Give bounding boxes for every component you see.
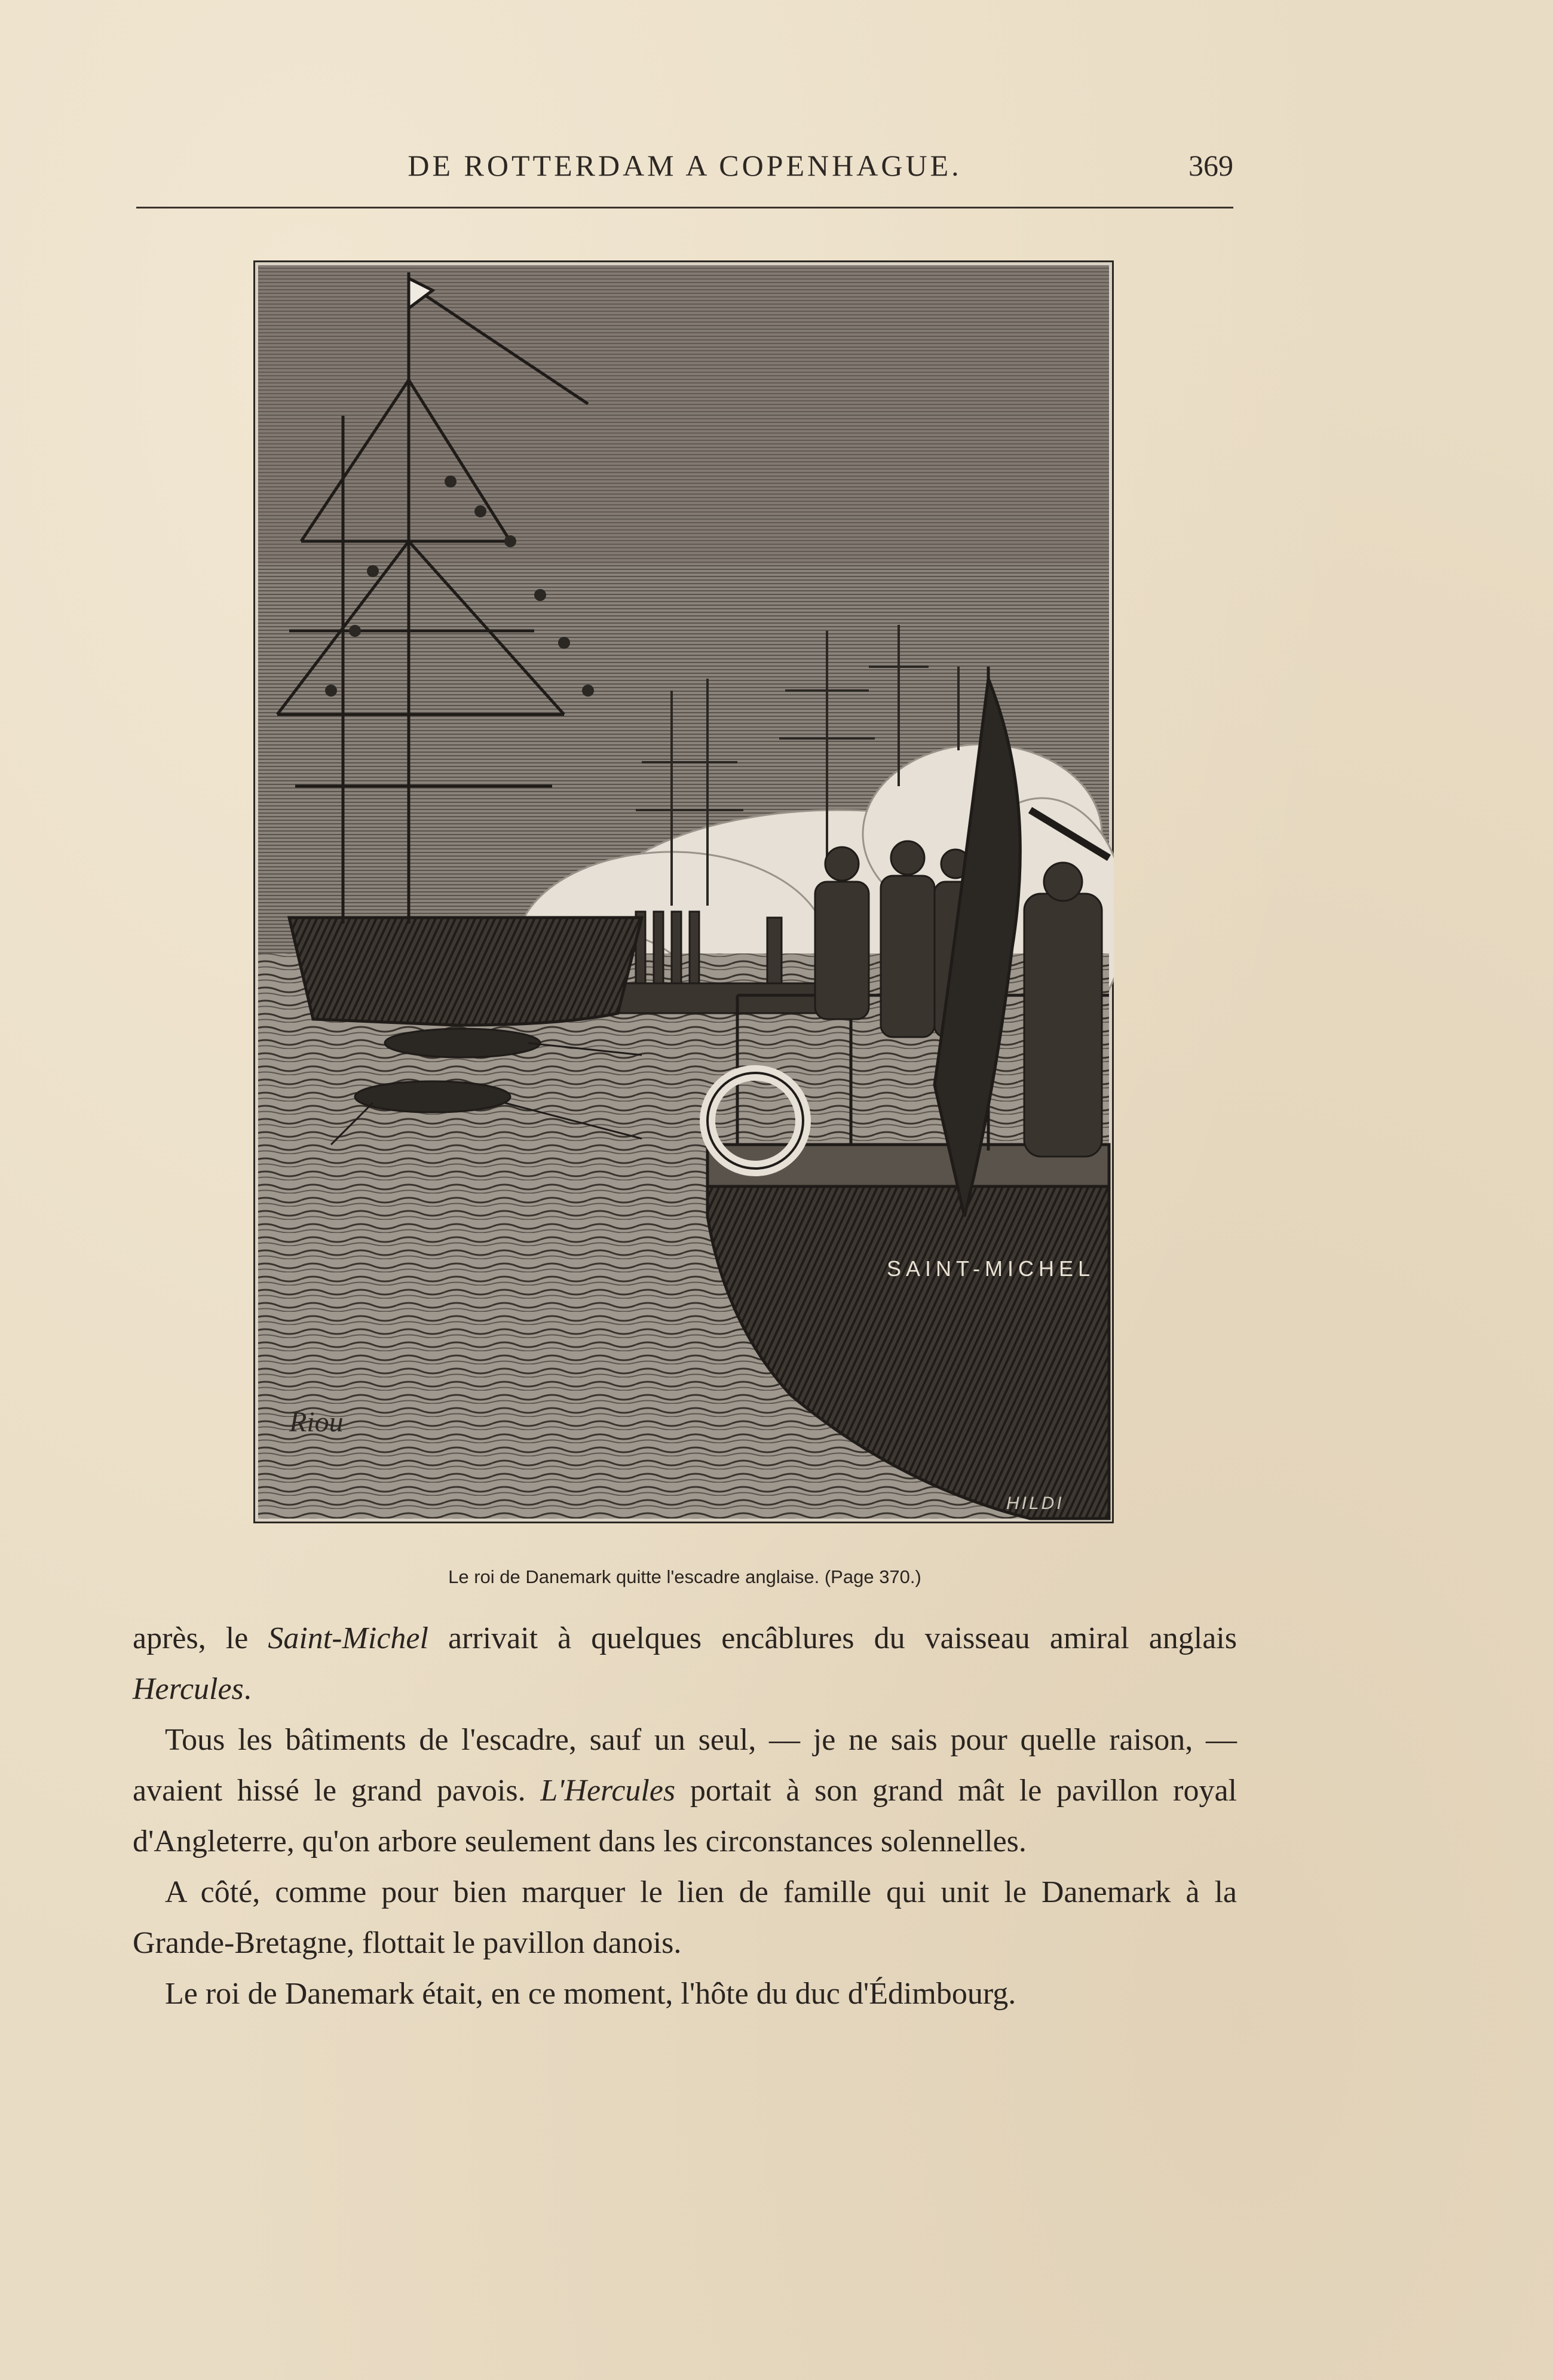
header-rule (136, 207, 1233, 208)
paragraph-3: A côté, comme pour bien marquer le lien de famille qui unit le Danemark à la Grande-Bretagne, flottait le pavillon danois. (133, 1875, 1237, 1960)
signature-left: Riou (289, 1406, 344, 1438)
running-title: DE ROTTERDAM A COPENHAGUE. (408, 149, 962, 182)
paragraph-2: Tous les bâtiments de l'escadre, sauf un seul, — je ne sais pour quelle raison, — avaient hissé le grand pavois. L'Hercules portait à son grand mât le pavillon royal d'Angleterre, qu'on arbore seulement dans les circonstances solennelles. (133, 1723, 1238, 1858)
stern-name: SAINT-MICHEL (887, 1256, 1095, 1281)
paragraph-4: Le roi de Danemark était, en ce moment, l'hôte du duc d'Édimbourg. (165, 1977, 1016, 2011)
figure-caption: Le roi de Danemark quitte l'escadre anglaise. (Page 370.) (448, 1566, 921, 1587)
signature-right: HILDI (1006, 1493, 1064, 1513)
page-number: 369 (1189, 149, 1233, 182)
ship-engraving (253, 260, 1114, 1523)
illustration (253, 260, 1114, 1523)
paragraph-1: après, le Saint-Michel arrivait à quelques encâblures du vaisseau amiral anglais Hercules. (133, 1621, 1237, 1706)
running-head (136, 148, 1233, 190)
body-text (133, 1613, 1237, 2019)
